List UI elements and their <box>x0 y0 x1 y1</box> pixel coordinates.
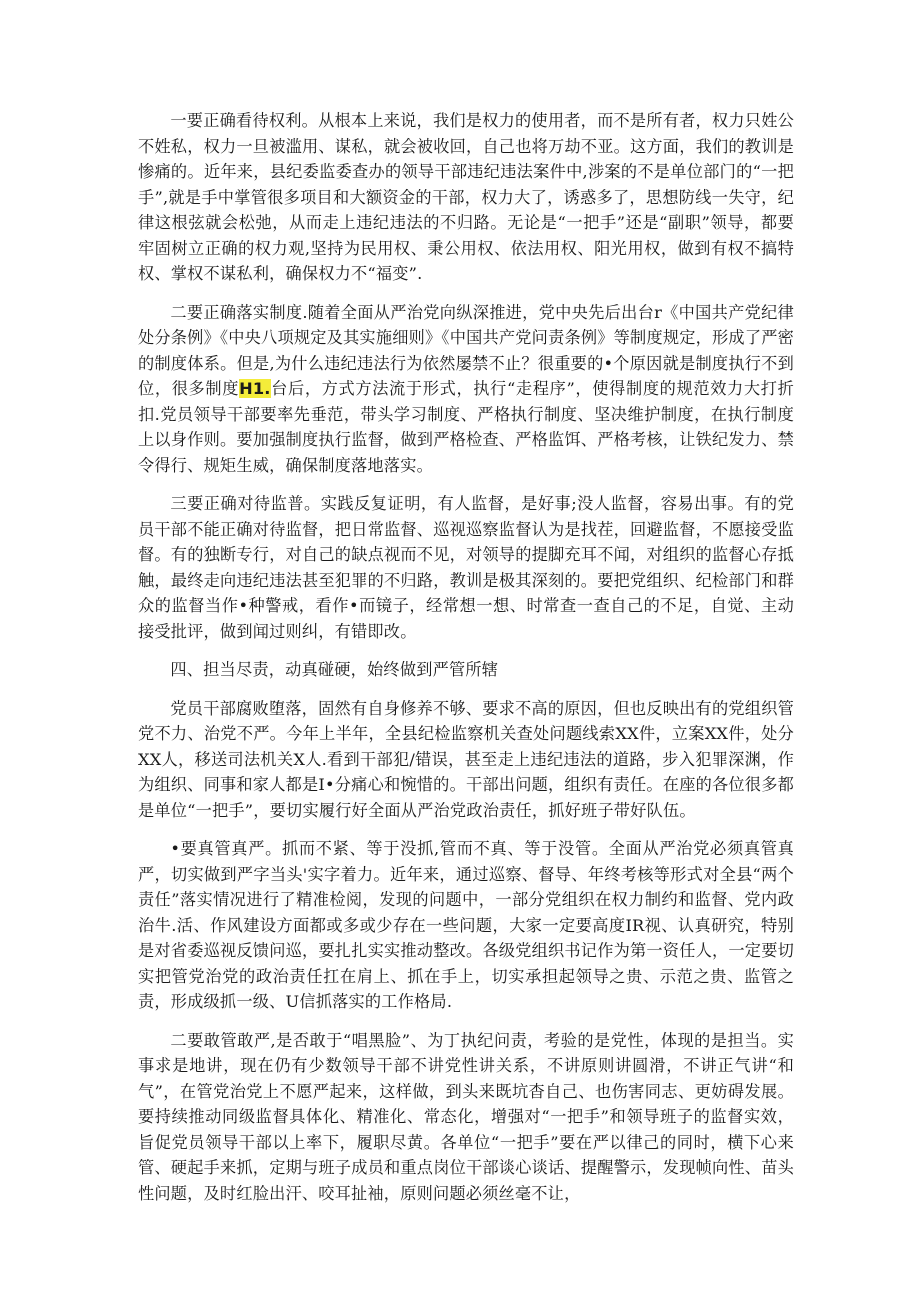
document-body <box>138 108 794 1219</box>
paragraph-strict-management: •要真管真严。抓而不紧、等于没抓,管而不真、等于没管。全面从严治党必须真管真严，切实做到严字当头'实字着力。近年来，通过巡察、督导、年终考核等形式对全县“两个责任”落实情况进行了精准检阅，发现的问题中，一部分党组织在权力制约和监督、党内政治牛.活、作风建设方面都或多或少存在一些问题，大家一定要高度IR视、认真研究，特别是对省委巡视反馈问巡，要扎扎实实推动整改。各级党组织书记作为第一资任人，一定要切实把管党治党的政治责任扛在肩上、抓在手上，切实承担起领导之贵、示范之贵、监管之责，形成级抓一级、U信抓落实的工作格局. <box>138 839 794 1011</box>
section-heading: 四、担当尽责，动真碰硬，始终做到严管所辖 <box>170 660 499 679</box>
paragraph-system-part2: 台后，方式方法流于形式，执行“走程序”，使得制度的规范效力大打折扣.党员领导干部要率先垂范，带头学习制度、严格执行制度、坚决维护制度，在执行制度上以身作则。要加强制度执行监督，做到严格检查、严格监饵、严格考核，让铁纪发力、禁令得行、规矩生威，确保制度落地落实。 <box>138 379 794 475</box>
paragraph-dare-to-manage: 二要敢管敢严,是否敢于“唱黑脸”、为丁执纪问责，考验的是党性，体现的是担当。实事求是地讲，现在仍有少数领导干部不讲党性讲关系，不讲原则讲圆滑，不讲正气讲“和气”，在管党治党上不愿严起来，这样做，到头来既坑杳自己、也伤害同志、更妨碍发展。要持续推动同级监督具体化、精准化、常态化，增强对“一把手”和领导班子的监督实效，旨促党员领导干部以上率下，履职尽黄。各单位“一把手”要在严以律己的同时，横下心来管、硬起手来抓，定期与班子成员和重点岗位干部谈心谈话、提醒警示，发现帧向性、苗头性问题，及时红脸出汗、咬耳扯袖，原则问题必须丝毫不让， <box>138 1030 794 1203</box>
paragraph-system-part1: 二要正确落实制度.随着全面从严治党向纵深推进，党中央先后出台r《中国共产党纪律处分条例》《中央八项规定及其实施细则》《中国共产党问责条例》等制度规定，形成了严密的制度体系。但是,为什么违纪违法行为依然屡禁不止？很重要的•个原因就是制度执行不到位，很多制度 <box>138 302 794 398</box>
paragraph-corruption: 党员干部腐败堕落，固然有自身修养不够、要求不高的原因，但也反映出有的党组织管党不力、治党不严。今年上半年，全县纪检监察机关查处问题线索XX件，立案XX件，处分XX人，移送司法机关X人.看到干部犯/错误，甚至走上违纪违法的道路，步入犯罪深渊，作为组织、同事和家人都是I•分痛心和惋惜的。干部出问题，组织有责任。在座的各位很多都是单位“一把手”，要切实履行好全面从严治党政治责任，抓好班子带好队伍。 <box>138 698 794 820</box>
paragraph-power: 一要正确看待权利。从根本上来说，我们是权力的使用者，而不是所有者，权力只姓公不姓私，权力一旦被滥用、谋私，就会被收回，自己也将万劫不亚。这方面，我们的教训是惨痛的。近年来，县纪委监委查办的领导干部违纪违法案件中,涉案的不是单位部门的“一把手”,就是手中掌管很多项目和大额资金的干部，权力大了，诱惑多了，思想防线一失守，纪律这根弦就会松弛，从而走上违纪违法的不归路。无论是“一把手”还是“副职”领导，都要牢固树立正确的权力观,坚持为民用权、秉公用权、依法用权、阳光用权，做到有权不搞特权、掌权不谋私利，确保权力不“福变”. <box>138 111 794 283</box>
paragraph-system <box>138 300 794 479</box>
paragraph-supervision: 三要正确对待监普。实践反复证明，有人监督，是好事;没人监督，容易出事。有的党员干部不能正确对待监督，把日常监督、巡视巡察监督认为是找茬，回避监督，不愿接受监督。有的独断专行，对自己的缺点视而不见，对领导的提脚充耳不闻，对组织的监督心存抵触，最终走向违纪违法甚至犯罪的不归路，教训是极其深刻的。要把党组织、纪检部门和群众的监督当作•种警戒，看作•而镜子，经常想一想、时常查一查自己的不足，自觉、主动接受批评，做到闻过则纠，有错即改。 <box>138 494 794 641</box>
highlighted-mark: H1. <box>239 379 271 398</box>
